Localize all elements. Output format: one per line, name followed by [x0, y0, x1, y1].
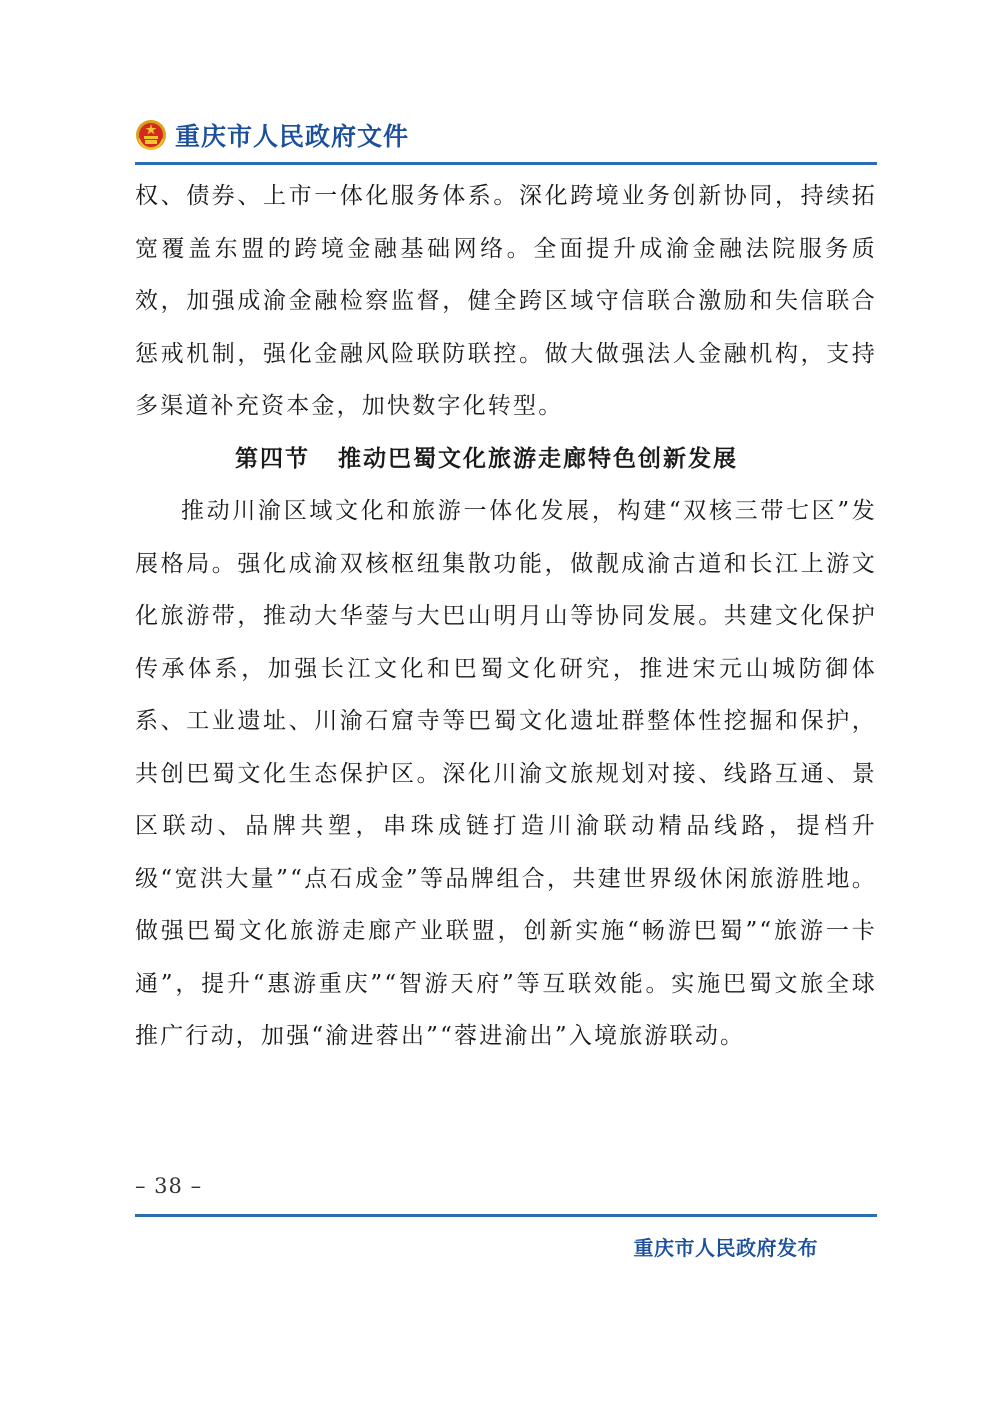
footer-publisher: 重庆市人民政府发布 — [633, 1236, 818, 1260]
body-paragraph: 权、债券、上市一体化服务体系。深化跨境业务创新协同，持续拓宽覆盖东盟的跨境金融基础网络。全面提升成渝金融法院服务质效，加强成渝金融检察监督，健全跨区域守信联合激励和失信联合惩戒机制，强化金融风险联防联控。做大做强法人金融机构，支持多渠道补充资本金，加快数字化转型。 — [135, 183, 877, 419]
header-divider — [135, 162, 877, 165]
section-title: 推动巴蜀文化旅游走廊特色创新发展 — [338, 444, 738, 472]
national-emblem-icon — [135, 119, 167, 151]
document-header — [135, 112, 877, 158]
footer-divider — [135, 1214, 877, 1217]
page-number: – 38 – — [135, 1174, 203, 1198]
section-number: 第四节 — [235, 444, 310, 472]
document-body — [135, 170, 877, 1063]
section-heading — [135, 433, 877, 486]
body-paragraph: 推动川渝区域文化和旅游一体化发展，构建“双核三带七区”发展格局。强化成渝双核枢纽集散功能，做靓成渝古道和长江上游文化旅游带，推动大华蓥与大巴山明月山等协同发展。共建文化保护传承体系，加强长江文化和巴蜀文化研究，推进宋元山城防御体系、工业遗址、川渝石窟寺等巴蜀文化遗址群整体性挖掘和保护，共创巴蜀文化生态保护区。深化川渝文旅规划对接、线路互通、景区联动、品牌共塑，串珠成链打造川渝联动精品线路，提档升级“宽洪大量”“点石成金”等品牌组合，共建世界级休闲旅游胜地。做强巴蜀文化旅游走廊产业联盟，创新实施“畅游巴蜀”“旅游一卡通”，提升“惠游重庆”“智游天府”等互联效能。实施巴蜀文旅全球推广行动，加强“渝进蓉出”“蓉进渝出”入境旅游联动。 — [135, 498, 877, 1049]
header-title: 重庆市人民政府文件 — [175, 122, 410, 151]
